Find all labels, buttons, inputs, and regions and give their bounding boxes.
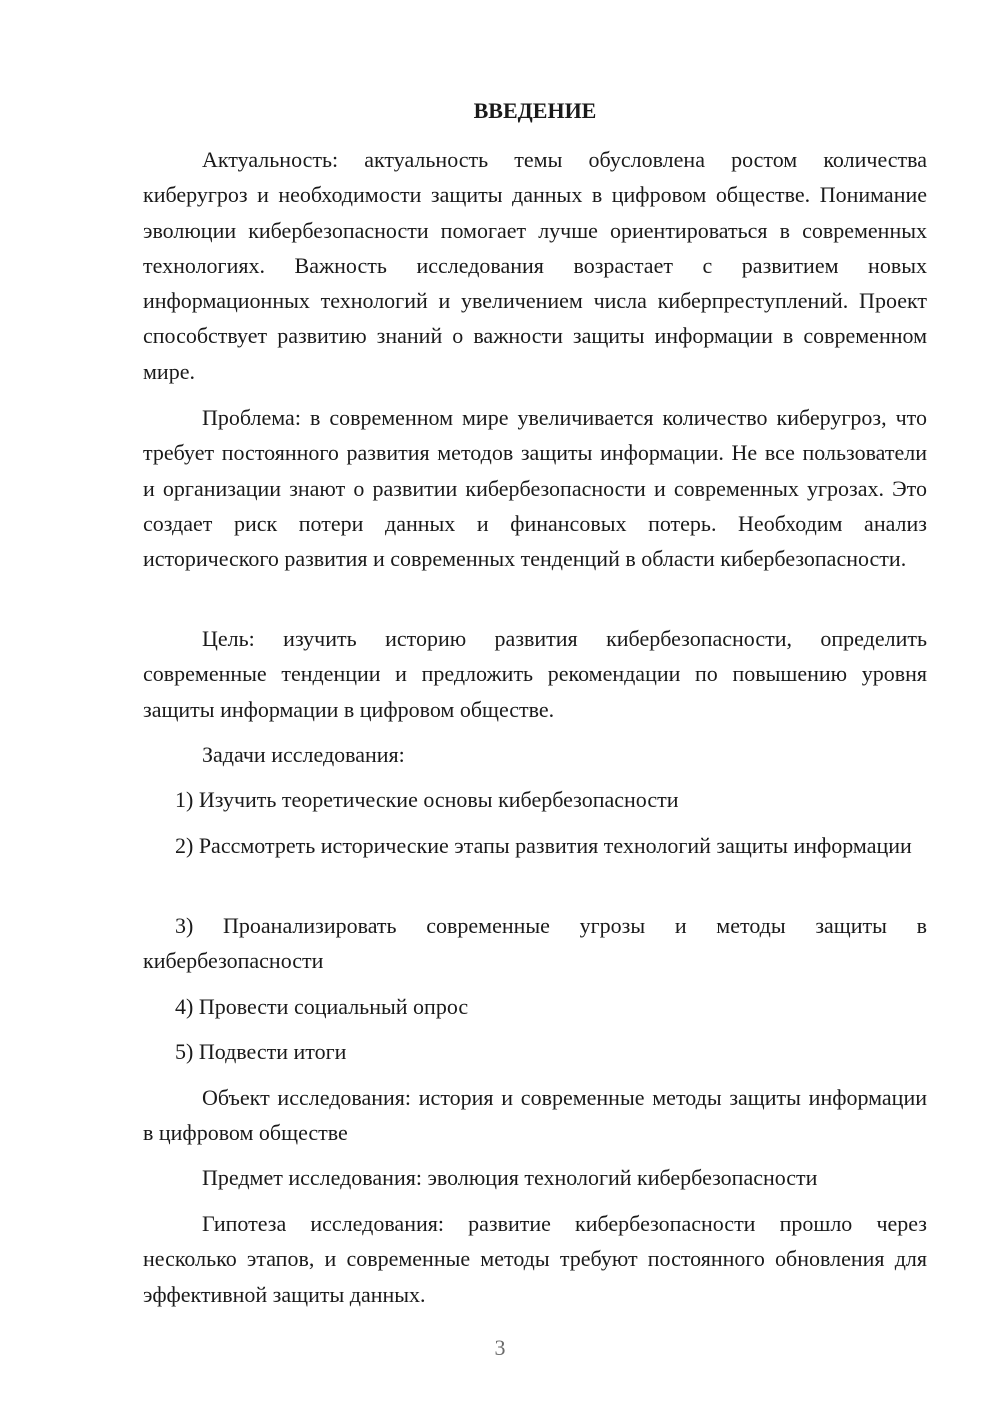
paragraph-subject: Предмет исследования: эволюция технологий кибербезопасности: [202, 1165, 818, 1190]
tasks-heading: Задачи исследования:: [202, 742, 405, 767]
page-title: ВВЕДЕНИЕ: [473, 98, 597, 123]
task-item-3: 3) Проанализировать современные угрозы и методы защиты в кибербезопасности: [143, 913, 927, 974]
task-item-1: 1) Изучить теоретические основы кибербезопасности: [175, 787, 679, 812]
paragraph-relevance: Актуальность: актуальность темы обусловлена ростом количества киберугроз и необходимости защиты данных в цифровом обществе. Понимание эволюции кибербезопасности помогает лучше ориентироваться в современных технологиях. Важность исследования возрастает с развитием новых информационных технологий и увеличением числа киберпреступлений. Проект способствует развитию знаний о важности защиты информации в современном мире.: [143, 147, 927, 384]
paragraph-hypothesis: Гипотеза исследования: развитие кибербезопасности прошло через несколько этапов, и современные методы требуют постоянного обновления для эффективной защиты данных.: [143, 1211, 927, 1307]
task-item-2: 2) Рассмотреть исторические этапы развития технологий защиты информации: [175, 833, 912, 858]
paragraph-goal: Цель: изучить историю развития кибербезопасности, определить современные тенденции и предложить рекомендации по повышению уровня защиты информации в цифровом обществе.: [143, 626, 927, 722]
page-number: 3: [494, 1335, 506, 1360]
paragraph-problem: Проблема: в современном мире увеличивается количество киберугроз, что требует постоянного развития методов защиты информации. Не все пользователи и организации знают о развитии кибербезопасности и современных угрозах. Это создает риск потери данных и финансовых потерь. Необходим анализ исторического развития и современных тенденций в области кибербезопасности.: [143, 405, 927, 572]
task-item-5: 5) Подвести итоги: [175, 1039, 347, 1064]
task-item-4: 4) Провести социальный опрос: [175, 994, 469, 1019]
paragraph-object: Объект исследования: история и современные методы защиты информации в цифровом обществе: [143, 1085, 927, 1146]
